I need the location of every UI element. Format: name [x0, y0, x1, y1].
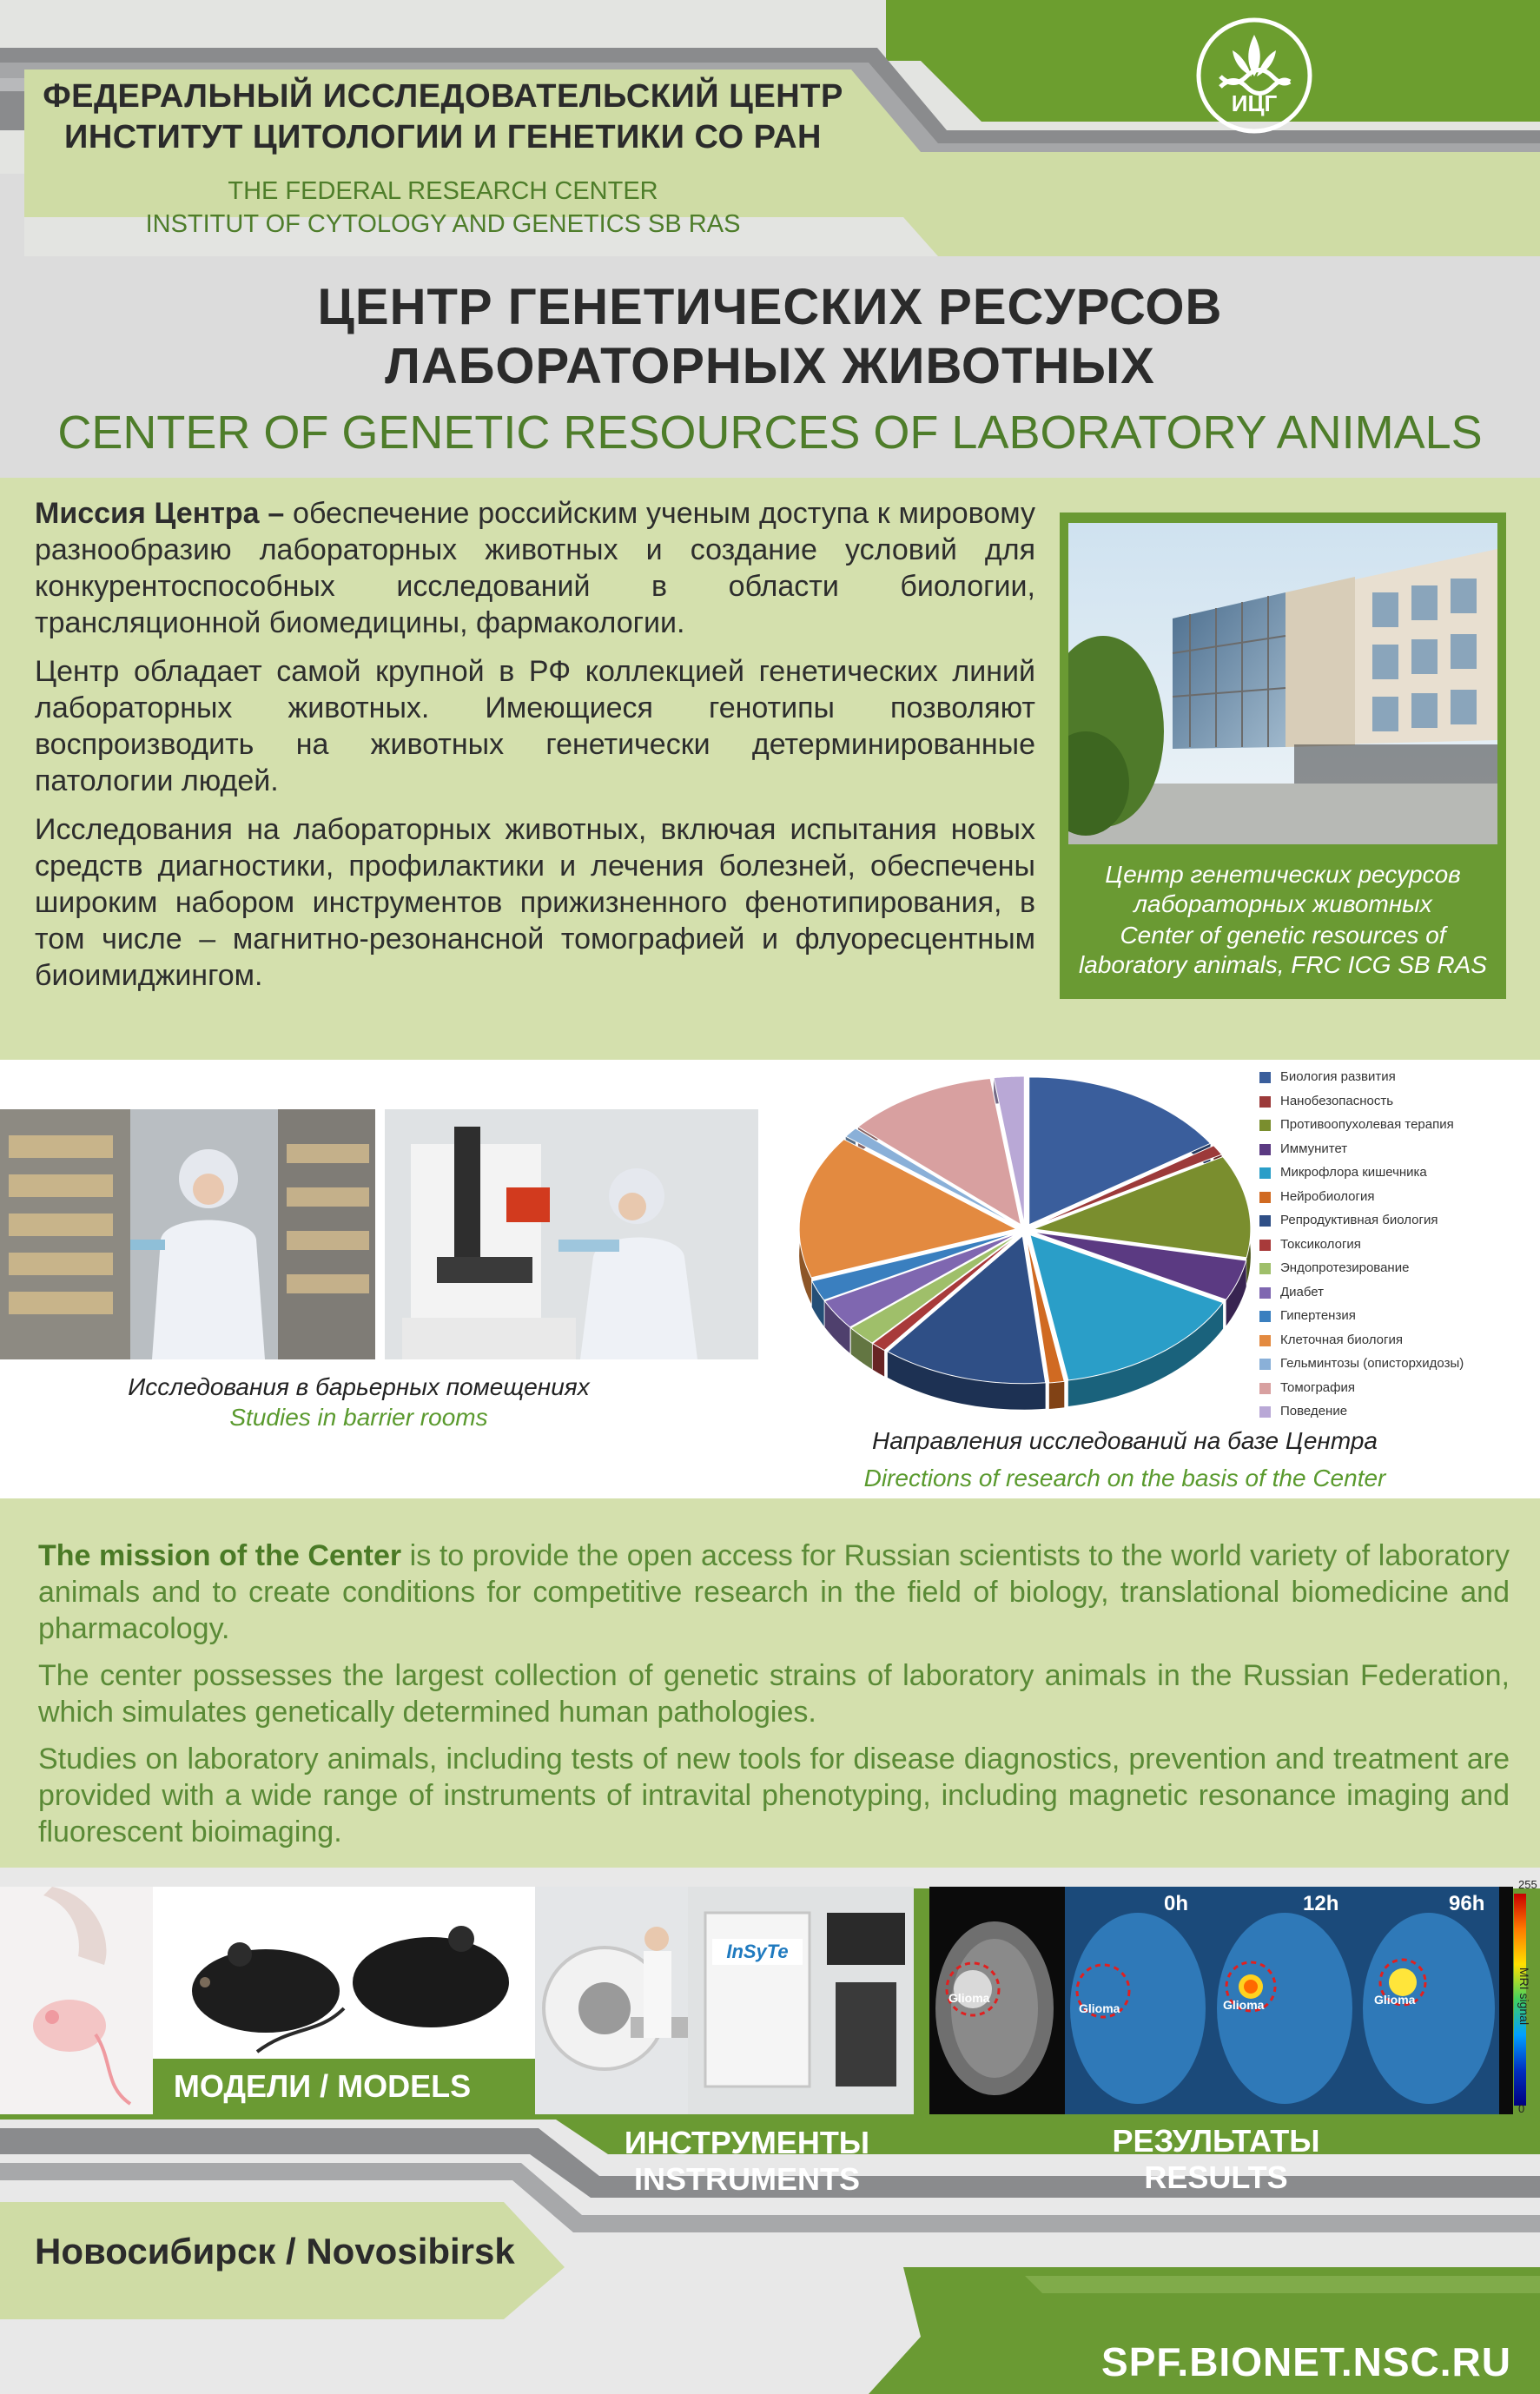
mission-en-lead: The mission of the Center	[38, 1539, 402, 1572]
mission-en-paragraph-2: The center possesses the largest collection of genetic strains of laboratory animals in the Russian Federation, which simulates genetically determined human pathologies.	[38, 1659, 1510, 1729]
instruments-label-ru: ИНСТРУМЕНТЫ	[624, 2125, 870, 2160]
glioma-label-2: Glioma	[1079, 2001, 1120, 2015]
models-photo-nude-mouse	[0, 1887, 153, 2114]
results-mri-panel	[929, 1887, 1513, 2114]
colorbar-max-label: 255	[1518, 1878, 1537, 1891]
legend-label: Иммунитет	[1280, 1141, 1348, 1156]
legend-swatch	[1259, 1096, 1271, 1108]
legend-label: Токсикология	[1280, 1236, 1361, 1252]
mission-ru-paragraph-1	[35, 495, 1035, 641]
mission-en-text	[38, 1538, 1510, 1861]
mission-ru-text	[35, 495, 1035, 1006]
legend-label: Репродуктивная биология	[1280, 1213, 1438, 1227]
mission-en-p1-text: is to provide the open access for Russian scientists to the world variety of laboratory animals and to create conditions for competitive research in the field of biology, translational biomedicine and pharmacology.	[38, 1539, 1510, 1645]
instruments-label-en: INSTRUMENTS	[634, 2161, 860, 2197]
page-title-ru-line2: ЛАБОРАТОРНЫХ ЖИВОТНЫХ	[385, 338, 1155, 394]
pie-chart-svg	[773, 1065, 1259, 1430]
mission-ru-lead: Миссия Центра –	[35, 497, 285, 530]
legend-label: Гипертензия	[1280, 1308, 1356, 1323]
mri-time-0h: 0h	[1164, 1892, 1189, 1915]
legend-swatch	[1259, 1120, 1271, 1131]
legend-label: Нанобезопасность	[1280, 1093, 1394, 1108]
colorbar-min-label: 0	[1518, 2102, 1525, 2115]
legend-swatch	[1259, 1335, 1271, 1346]
website-link[interactable]: SPF.BIONET.NSC.RU	[1101, 2339, 1511, 2384]
legend-swatch	[1259, 1311, 1271, 1322]
legend-label: Эндопротезирование	[1280, 1260, 1410, 1275]
chart-caption-en: Directions of research on the basis of the Center	[863, 1465, 1386, 1491]
legend-swatch	[1259, 1144, 1271, 1155]
org-name-en-line2: INSTITUT OF CYTOLOGY AND GENETICS SB RAS	[145, 210, 741, 238]
org-name-ru-line2: ИНСТИТУТ ЦИТОЛОГИИ И ГЕНЕТИКИ СО РАН	[64, 119, 822, 155]
colorbar-title: MRI signal	[1517, 1967, 1531, 2026]
glioma-label-4: Glioma	[1374, 1993, 1416, 2007]
building-caption-en-line2: laboratory animals, FRC ICG SB RAS	[1079, 951, 1487, 978]
mri-time-12h: 12h	[1303, 1892, 1339, 1915]
legend-label: Биология развития	[1280, 1069, 1396, 1084]
legend-label: Клеточная биология	[1280, 1332, 1403, 1347]
legend-swatch	[1259, 1167, 1271, 1179]
org-name-en-line1: THE FEDERAL RESEARCH CENTER	[228, 177, 658, 205]
chart-caption-ru: Направления исследований на базе Центра	[872, 1427, 1378, 1454]
page-title-en: CENTER OF GENETIC RESOURCES OF LABORATORY ANIMALS	[57, 407, 1483, 459]
mission-en-paragraph-3: Studies on laboratory animals, including tests of new tools for disease diagnostics, prevention and treatment are provided with a wide range of instruments of intravital phenotyping, including magnetic resonance imaging and fluorescent bioimaging.	[38, 1743, 1510, 1848]
legend-label: Поведение	[1280, 1404, 1348, 1419]
legend-swatch	[1259, 1263, 1271, 1274]
models-label: МОДЕЛИ / MODELS	[173, 2068, 472, 2104]
glioma-label-3: Glioma	[1223, 1998, 1265, 2012]
mission-ru-paragraph-3: Исследования на лабораторных животных, включая испытания новых средств диагностики, профилактики и лечения болезней, обеспечены широким набором инструментов прижизненного фенотипирования, в том числе – магнитно-резонансной томографией и флуоресцентным биоимиджингом.	[35, 813, 1035, 992]
barrier-room-photo-2	[385, 1109, 758, 1359]
legend-label: Диабет	[1280, 1284, 1325, 1300]
legend-swatch	[1259, 1383, 1271, 1394]
mri-time-96h: 96h	[1449, 1892, 1485, 1915]
legend-label: Микрофлора кишечника	[1280, 1165, 1427, 1180]
barrier-caption-en: Studies in barrier rooms	[229, 1404, 488, 1431]
building-photo	[1068, 523, 1497, 844]
legend-swatch	[1259, 1072, 1271, 1083]
page-title-ru-line1: ЦЕНТР ГЕНЕТИЧЕСКИХ РЕСУРСОВ	[317, 279, 1223, 335]
building-caption-ru-line2: лабораторных животных	[1134, 890, 1432, 917]
instruments-photo-mri	[535, 1887, 688, 2114]
pie-slice-side-5	[1049, 1381, 1064, 1409]
instruments-photo-imaging-system	[688, 1887, 914, 2114]
legend-swatch	[1259, 1406, 1271, 1418]
org-name-ru-line1: ФЕДЕРАЛЬНЫЙ ИССЛЕДОВАТЕЛЬСКИЙ ЦЕНТР	[43, 78, 843, 115]
legend-swatch	[1259, 1240, 1271, 1251]
building-caption-en-line1: Center of genetic resources of	[1120, 922, 1446, 949]
barrier-caption-ru: Исследования в барьерных помещениях	[128, 1373, 590, 1400]
legend-label: Противоопухолевая терапия	[1280, 1117, 1454, 1132]
city-label: Новосибирск / Novosibirsk	[35, 2231, 515, 2272]
logo-text: ИЦГ	[1231, 90, 1278, 116]
legend-swatch	[1259, 1359, 1271, 1370]
legend-swatch	[1259, 1192, 1271, 1203]
mission-ru-paragraph-2: Центр обладает самой крупной в РФ коллекцией генетических линий лабораторных животных. Имеющиеся генотипы позволяют воспроизводить на животных генетически детерминированные патологии людей.	[35, 655, 1035, 797]
results-label-en: RESULTS	[1144, 2159, 1288, 2195]
instrument-brand-label: InSyTe	[726, 1941, 789, 1962]
legend-swatch	[1259, 1287, 1271, 1299]
legend-label: Гельминтозы (описторхидозы)	[1280, 1356, 1464, 1371]
mission-ru-p1-text: обеспечение российским ученым доступа к мировому разнообразию лабораторных животных и создание условий для конкурентоспособных исследований в области биологии, трансляционной биомедицины, фармакологии.	[35, 497, 1035, 639]
legend-swatch	[1259, 1215, 1271, 1227]
results-label-ru: РЕЗУЛЬТАТЫ	[1112, 2123, 1320, 2159]
building-caption-ru-line1: Центр генетических ресурсов	[1105, 861, 1461, 888]
mission-en-paragraph-1	[38, 1538, 1510, 1647]
institute-logo	[1194, 16, 1314, 136]
legend-label: Нейробиология	[1280, 1188, 1375, 1204]
glioma-label-1: Glioma	[948, 1991, 990, 2005]
legend-label: Томография	[1280, 1379, 1355, 1395]
barrier-room-photo-1	[0, 1109, 375, 1359]
